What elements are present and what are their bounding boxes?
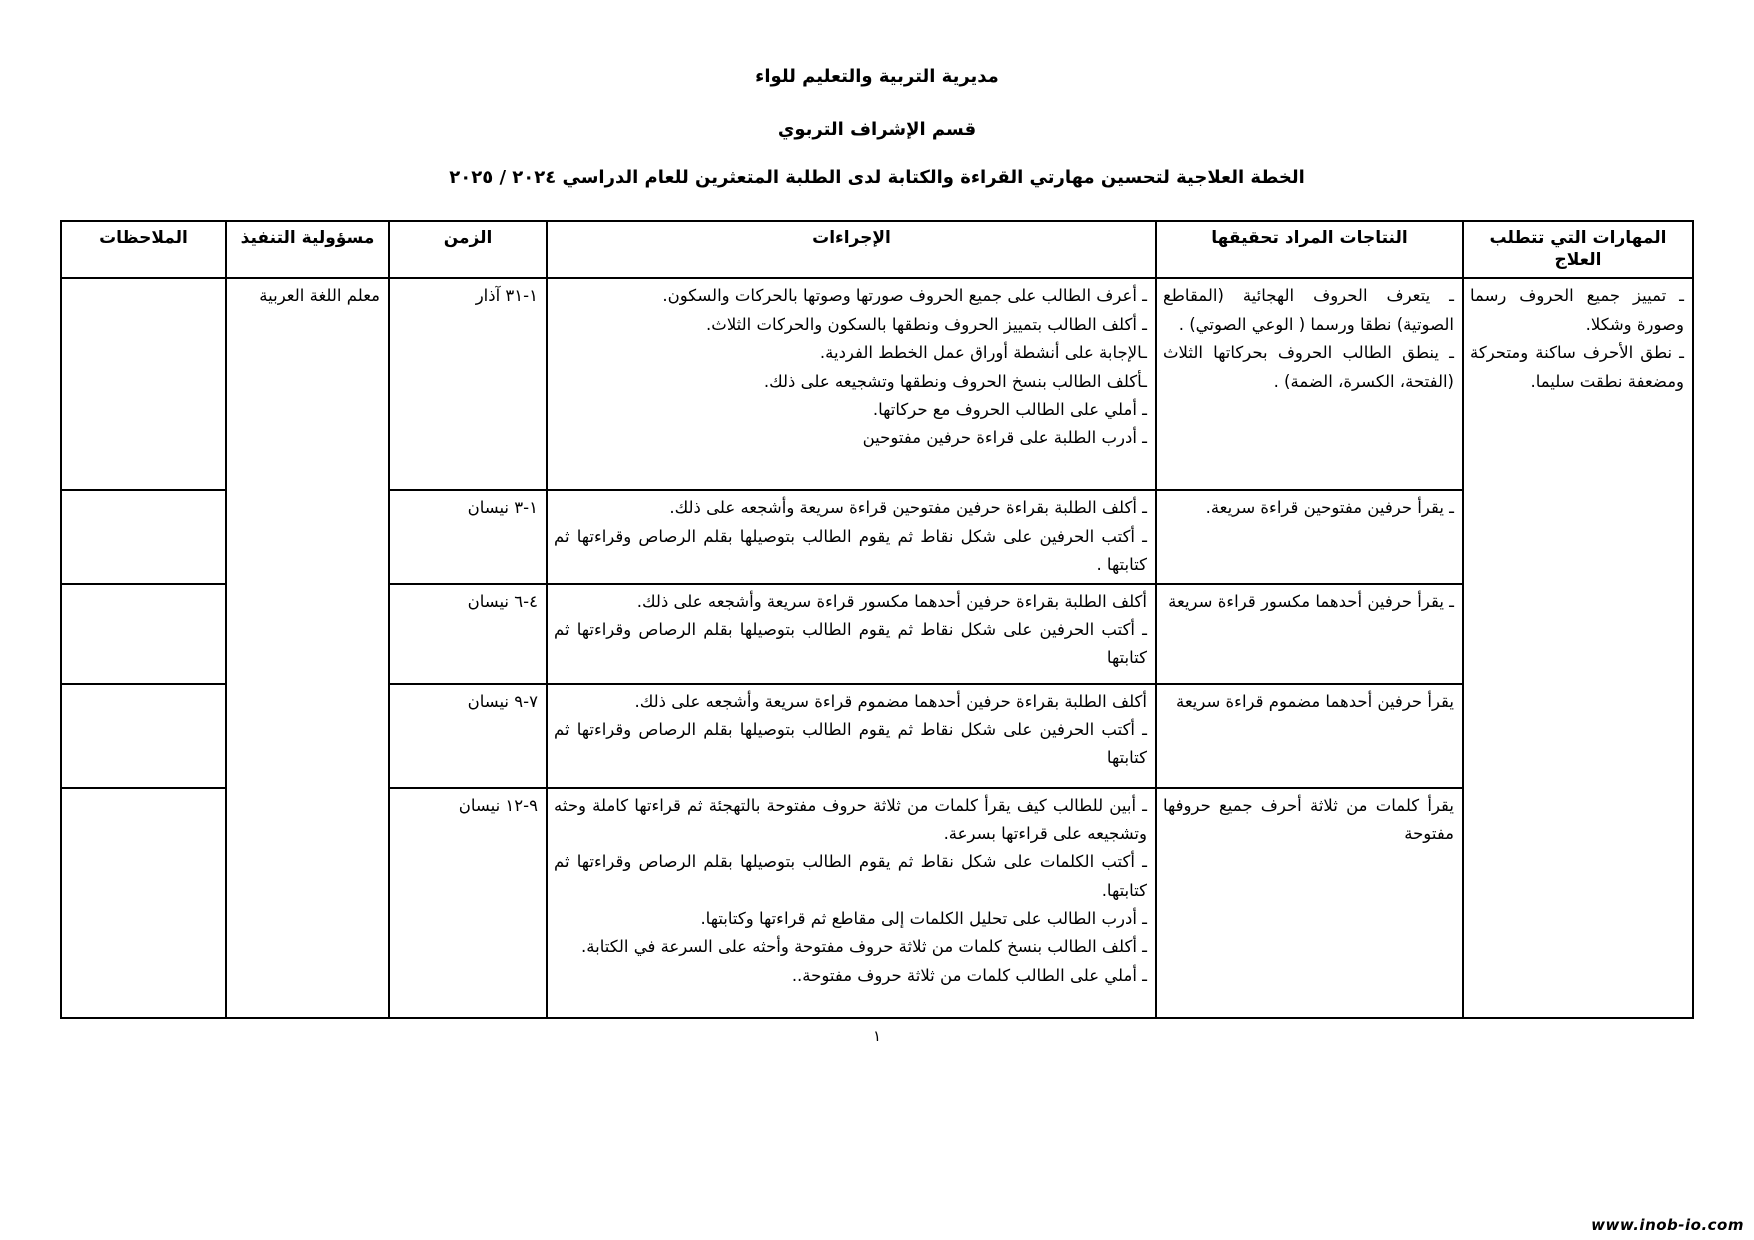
cell-outcomes-row2 xyxy=(1156,490,1463,583)
cell-outcomes-row2-item: ـ يقرأ حرفين مفتوحين قراءة سريعة. xyxy=(1205,498,1454,518)
header-notes: الملاحظات xyxy=(61,221,226,279)
cell-procedures-row1-item: ـ أملي على الطالب الحروف مع حركاتها. xyxy=(872,399,1147,419)
cell-notes-row4 xyxy=(61,684,226,788)
cell-procedures-row1-item: ـالإجابة على أنشطة أوراق عمل الخطط الفردية. xyxy=(819,343,1147,363)
cell-procedures-row3-item: ـ أكتب الحرفين على شكل نقاط ثم يقوم الطالب بتوصيلها بقلم الرصاص وقراءتها ثم كتابتها xyxy=(554,619,1147,668)
cell-procedures-row5-item: ـ أدرب الطالب على تحليل الكلمات إلى مقاطع ثم قراءتها وكتابتها. xyxy=(700,909,1147,928)
cell-procedures-row1-item: ـأكلف الطالب بنسخ الحروف ونطقها وتشجيعه على ذلك. xyxy=(763,371,1147,391)
cell-responsibility xyxy=(226,278,389,1017)
cell-time-row3-text: ٤-٦ نيسان xyxy=(467,591,538,611)
cell-time-row2 xyxy=(389,490,547,583)
cell-skills-item: ـ تمييز جميع الحروف رسما وصورة وشكلا. xyxy=(1470,286,1684,334)
cell-procedures-row1 xyxy=(547,278,1156,490)
cell-notes-row2 xyxy=(61,490,226,583)
cell-skills xyxy=(1463,278,1693,1017)
cell-procedures-row1-item: ـ أدرب الطلبة على قراءة حرفين مفتوحين xyxy=(862,428,1147,448)
cell-skills-item: ـ نطق الأحرف ساكنة ومتحركة ومضعفة نطقت سليما. xyxy=(1470,343,1684,391)
header-outcomes: النتاجات المراد تحقيقها xyxy=(1156,221,1463,279)
cell-procedures-row2-item: ـ أكتب الحرفين على شكل نقاط ثم يقوم الطالب بتوصيلها بقلم الرصاص وقراءتها ثم كتابتها . xyxy=(554,526,1147,575)
cell-outcomes-row1-item: ـ يتعرف الحروف الهجائية (المقاطع الصوتية) نطقا ورسما ( الوعي الصوتي) . xyxy=(1163,286,1454,334)
header-responsibility: مسؤولية التنفيذ xyxy=(226,221,389,279)
cell-time-row4-text: ٧-٩ نيسان xyxy=(467,691,538,711)
cell-procedures-row2 xyxy=(547,490,1156,583)
table-header-row xyxy=(61,221,1693,279)
header-skills: المهارات التي تتطلب العلاج xyxy=(1463,221,1693,279)
cell-procedures-row5-item: ـ أكتب الكلمات على شكل نقاط ثم يقوم الطالب بتوصيلها بقلم الرصاص وقراءتها ثم كتابتها. xyxy=(554,852,1147,900)
cell-responsibility-text: معلم اللغة العربية xyxy=(259,286,380,306)
cell-outcomes-row3-item: ـ يقرأ حرفين أحدهما مكسور قراءة سريعة xyxy=(1168,591,1454,611)
cell-outcomes-row1-item: ـ ينطق الطالب الحروف بحركاتها الثلاث (الفتحة، الكسرة، الضمة) . xyxy=(1163,343,1454,391)
cell-notes-row3 xyxy=(61,584,226,684)
cell-procedures-row5 xyxy=(547,788,1156,1018)
cell-procedures-row1-item: ـ أعرف الطالب على جميع الحروف صورتها وصوتها بالحركات والسكون. xyxy=(662,286,1147,306)
cell-procedures-row3 xyxy=(547,584,1156,684)
cell-procedures-row4-item: أكلف الطلبة بقراءة حرفين أحدهما مضموم قراءة سريعة وأشجعه على ذلك. xyxy=(634,691,1147,711)
cell-notes-row5 xyxy=(61,788,226,1018)
title-department: قسم الإشراف التربوي xyxy=(777,118,977,140)
cell-outcomes-row3 xyxy=(1156,584,1463,684)
plan-table-body xyxy=(61,278,1693,1017)
cell-outcomes-row1 xyxy=(1156,278,1463,490)
cell-procedures-row5-item: ـ أبين للطالب كيف يقرأ كلمات من ثلاثة حروف مفتوحة بالتهجئة ثم قراءتها كاملة وحثه وتشجيعه على قراءتها بسرعة. xyxy=(554,795,1147,843)
cell-outcomes-row5 xyxy=(1156,788,1463,1018)
cell-time-row5 xyxy=(389,788,547,1018)
cell-notes-row1 xyxy=(61,278,226,490)
cell-time-row1-text: ١-٣١ آذار xyxy=(475,286,538,306)
page-number: ١ xyxy=(872,1026,882,1045)
title-plan: الخطة العلاجية لتحسين مهارتي القراءة والكتابة لدى الطلبة المتعثرين للعام الدراسي ٢٠٢٤ / ٢٠٢٥ xyxy=(449,167,1305,188)
cell-procedures-row4 xyxy=(547,684,1156,788)
header-procedures: الإجراءات xyxy=(547,221,1156,279)
cell-time-row1 xyxy=(389,278,547,490)
remedial-plan-table xyxy=(60,220,1694,1019)
cell-time-row2-text: ١-٣ نيسان xyxy=(467,498,538,518)
cell-time-row4 xyxy=(389,684,547,788)
header-time: الزمن xyxy=(389,221,547,279)
cell-procedures-row4-item: ـ أكتب الحرفين على شكل نقاط ثم يقوم الطالب بتوصيلها بقلم الرصاص وقراءتها ثم كتابتها xyxy=(554,719,1147,768)
cell-outcomes-row4 xyxy=(1156,684,1463,788)
cell-outcomes-row5-item: يقرأ كلمات من ثلاثة أحرف جميع حروفها مفتوحة xyxy=(1163,795,1454,843)
cell-procedures-row2-item: ـ أكلف الطلبة بقراءة حرفين مفتوحين قراءة سريعة وأشجعه على ذلك. xyxy=(669,498,1147,518)
cell-procedures-row5-item: ـ أكلف الطالب بنسخ كلمات من ثلاثة حروف مفتوحة وأحثه على السرعة في الكتابة. xyxy=(581,937,1147,957)
title-directorate: مديرية التربية والتعليم للواء xyxy=(755,66,999,87)
cell-procedures-row3-item: أكلف الطلبة بقراءة حرفين أحدهما مكسور قراءة سريعة وأشجعه على ذلك. xyxy=(636,591,1147,611)
cell-outcomes-row4-item: يقرأ حرفين أحدهما مضموم قراءة سريعة xyxy=(1175,691,1454,711)
table-row-1 xyxy=(61,278,1693,490)
cell-time-row3 xyxy=(389,584,547,684)
cell-procedures-row5-item: ـ أملي على الطالب كلمات من ثلاثة حروف مفتوحة.. xyxy=(791,965,1147,985)
watermark: www.inob-io.com xyxy=(1591,1216,1744,1234)
cell-procedures-row1-item: ـ أكلف الطالب بتمييز الحروف ونطقها بالسكون والحركات الثلاث. xyxy=(706,314,1147,334)
cell-time-row5-text: ٩-١٢ نيسان xyxy=(458,795,538,815)
